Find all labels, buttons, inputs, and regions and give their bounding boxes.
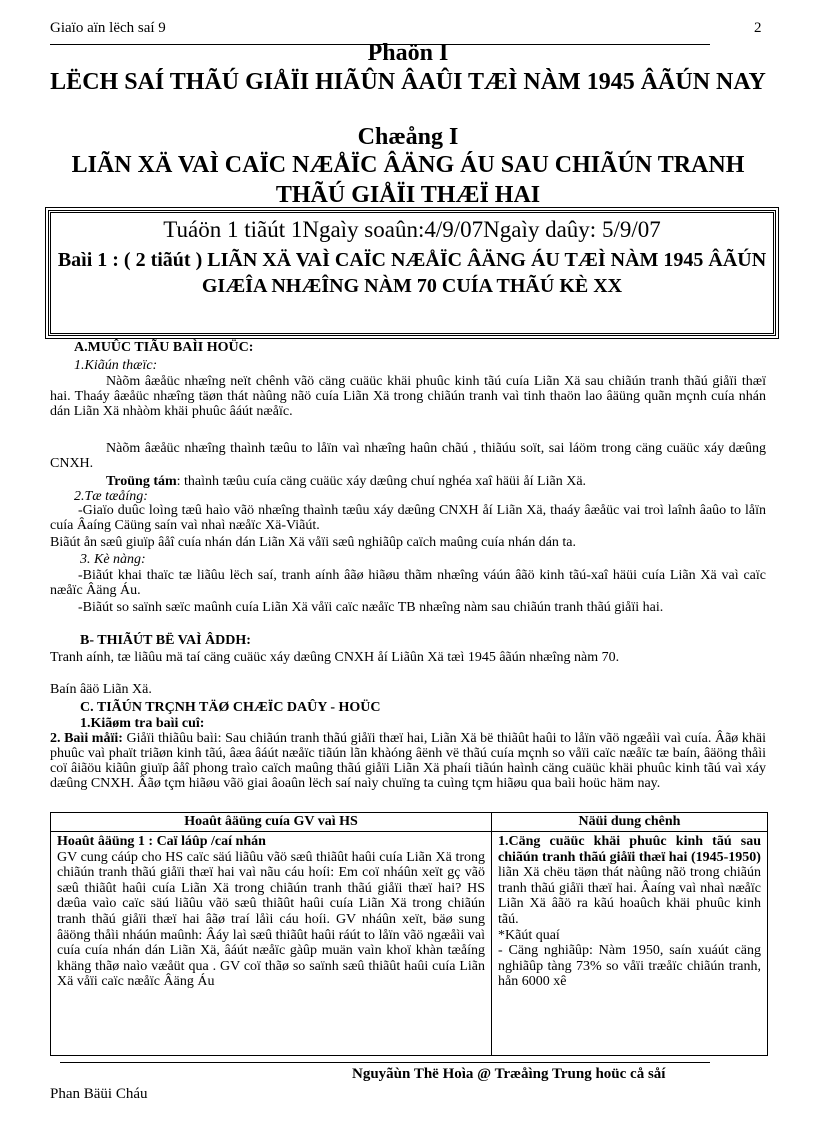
chapter-title: LIÃN XÄ VAÌ CAÏC NÆÅÏC ÂÄNG ÁU SAU CHIÃÚN TRANH THÃÚ GIÅÏI THÆÏ HAI: [71, 152, 745, 208]
paragraph-5: -Biãút khai thaïc tæ liãûu lëch saí, tranh aính âãø hiãøu thãm nhæîng váún âãö kinh tãú-xaî häüi cuía Liãn Xä vaì caïc næåïc Âäng Áu.: [50, 568, 766, 598]
review-heading: 1.Kiãøm tra baìi cuî:: [80, 716, 205, 731]
footer-school: Phan Bäüi Cháu: [50, 1086, 148, 1102]
page-number: 2: [754, 20, 762, 36]
footer-rule: [60, 1062, 710, 1063]
content-text: liãn Xä chëu täøn thát nàûng nãö trong chiãún tranh thãú giåïi thæï hai. Âaíng vaì nhaì næåïc Liãn Xä âãö ra kãú hoaûch khäi phuûc kinh tãú.: [498, 865, 761, 927]
paragraph-3: -Giaïo duûc loìng tæû haìo vãö nhæîng thaình tæûu xáy dæûng CNXH åí Liãn Xä, thaáy âæåüc vai troì laînh âaûo to låïn cuía Âaíng Cäüng saín vaì nhaì næåïc Xä-Viãút.: [50, 503, 766, 533]
paragraph-6: -Biãút so saïnh sæïc maûnh cuía Liãn Xä våïi caïc næåïc TB nhæîng nàm sau chiãún tranh thãú giåïi hai.: [78, 600, 664, 615]
lesson-title: Baìi 1 : ( 2 tiãút ) LIÃN XÄ VAÌ CAÏC NÆÅÏC ÂÄNG ÁU TÆÌ NÀM 1945 ÂÃÚN GIÆÎA NHÆÎNG NÀM 70 CUÍA THÃÚ KÈ XX: [57, 249, 767, 297]
part-heading: Phaön I: [367, 40, 449, 66]
focus-paragraph: [50, 474, 766, 489]
focus-label: Troüng tám: [106, 474, 177, 489]
new-lesson-label: 2. Baìi måïi:: [50, 731, 123, 746]
header-title: Giaïo aïn lëch saí 9: [50, 20, 166, 36]
skills-heading: 3. Kè nàng:: [80, 552, 146, 567]
section-b-heading: B- THIÃÚT BË VAÌ ÂDDH:: [80, 633, 251, 648]
new-lesson-paragraph: [50, 731, 766, 791]
footer-author: Nguyãùn Thë Hoìa @ Træåìng Trung hoüc cå såí: [352, 1066, 666, 1082]
knowledge-heading: 1.Kiãún thæïc:: [74, 358, 158, 373]
paragraph-1: Nàõm âæåüc nhæîng neït chênh vãö cäng cuäüc khäi phuûc kinh tãú cuía Liãn Xä sau chiãún tranh thãú giåïi thæï hai. Thaáy âæåüc nhæîng täøn thát nàûng nãö cuía Liãn Xä trong chiãún tranh vaì tinh thaön lao âäüng quãn mçnh cuía nhán dán Liãn Xä nhàòm khäi phuûc âáút næåïc.: [50, 374, 766, 419]
content-result-label: *Kãút quaí: [498, 927, 560, 943]
paragraph-8: Baín âäö Liãn Xä.: [50, 682, 152, 697]
paragraph-4: Biãút ån sæû giuïp âåî cuía nhán dán Liãn Xä våïi sæû nghiãûp caïch maûng cuía nhán dán ta.: [50, 535, 577, 550]
activity-table: [50, 812, 768, 1056]
attitude-heading: 2.Tæ tæåíng:: [74, 489, 148, 504]
chapter-heading: Chæång I: [357, 124, 459, 150]
part-title: LËCH SAÍ THÃÚ GIÅÏI HIÃÛN ÂAÛI TÆÌ NÀM 1945 ÂÃÚN NAY: [50, 69, 766, 95]
activity-cell: [51, 832, 491, 992]
paragraph-2: Nàõm âæåüc nhæîng thaình tæûu to låïn vaì nhæîng haûn chãú , thiãúu soït, sai láöm trong cäng cuäüc xáy dæûng CNXH.: [50, 441, 766, 471]
activity-text: GV cung cáúp cho HS caïc säú liãûu vãö sæû thiãût haûi cuía Liãn Xä trong chiãún tranh thãú giåïi thæï hai vaì nãu cáu hoíi: Em coï nháûn xeït gç vãö sæû thiãût haûi cuía Liãn Xä trong chiãún tranh thãú giåïi thæï hai? HS dæûa vaìo caïc säú liãûu vãö sæû thiãût haûi cuía Liãn Xä trong chiãún tranh thãú giåïi thæï hai âãø traí låìi cáu hoíi. GV nháûn xeït, bäø sung âäöng thåìi nháún maûnh: Âáy laì sæû thiãût haûi ráút to låïn vãö ngæåìi vaì cuía cuía nhán dán Liãn Xä, âáút næåïc gàûp muän vaìn khoï khàn tæåíng khäng thãø naìo væåüt qua . GV coï thãø so saïnh sæû thiãût haûi cuía Liãn Xä våïi caïc næåïc Âäng Áu: [57, 849, 485, 990]
activity-column-header: Hoaût âäüng cuía GV vaì HS: [51, 813, 491, 832]
content-column: [492, 813, 767, 1055]
content-cell: [492, 832, 767, 992]
lesson-schedule: Tuáön 1 tiãút 1Ngaìy soaûn:4/9/07Ngaìy daûy: 5/9/07: [163, 217, 661, 242]
new-lesson-text: Giåïi thiãûu baìi: Sau chiãún tranh thãú giåïi thæï hai, Liãn Xä bë thiãût haûi to låïn vãö ngæåìi vaì cuía. Âãø khäi phuûc vaì phaït triãøn kinh tãú, âæa âáút næåïc tiãún lãn khàóng âënh vë thãú cuía mçnh so våïi caïc næåïc tæ baín, âäöng thåìi coï âiãöu kiãûn giuïp âåî phong traìo caïch maûng thãú giåïi Liãn Xä phaíi tiãún haình cäng cuäüc khäi phuûc kinh tãú vaì xáy dæûng CNXH. Âãø tçm hiãøu vãö giai âoaûn lëch saí naìy chuïng ta cuìng tçm hiãøu qua baìi hoüc häm nay.: [50, 731, 766, 791]
activity-column: [51, 813, 492, 1055]
activity-title: Hoaût âäüng 1 : Caï láûp /caí nhán: [57, 834, 266, 849]
lesson-box: [48, 210, 776, 336]
content-title: 1.Cäng cuäüc khäi phuûc kinh tãú sau chiãún tranh thãú giåïi thæï hai (1945-1950): [498, 834, 761, 865]
section-a-heading: A.MUÛC TIÃU BAÌI HOÜC:: [74, 340, 254, 355]
focus-text: : thaình tæûu cuía cäng cuäüc xáy dæûng chuí nghéa xaî häüi åí Liãn Xä.: [176, 474, 587, 489]
content-column-header: Näüi dung chênh: [492, 813, 767, 832]
content-industry: - Cäng nghiãûp: Nàm 1950, saín xuáút cäng nghiãûp tàng 73% so våïi træåïc chiãún tranh, hån 6000 xê: [498, 943, 761, 990]
section-c-heading: C. TIÃÚN TRÇNH TÄØ CHÆÏC DAÛY - HOÜC: [80, 700, 381, 715]
paragraph-7: Tranh aính, tæ liãûu mä taí cäng cuäüc xáy dæûng CNXH åí Liãûn Xä tæì 1945 âãún nhæîng nàm 70.: [50, 650, 620, 665]
